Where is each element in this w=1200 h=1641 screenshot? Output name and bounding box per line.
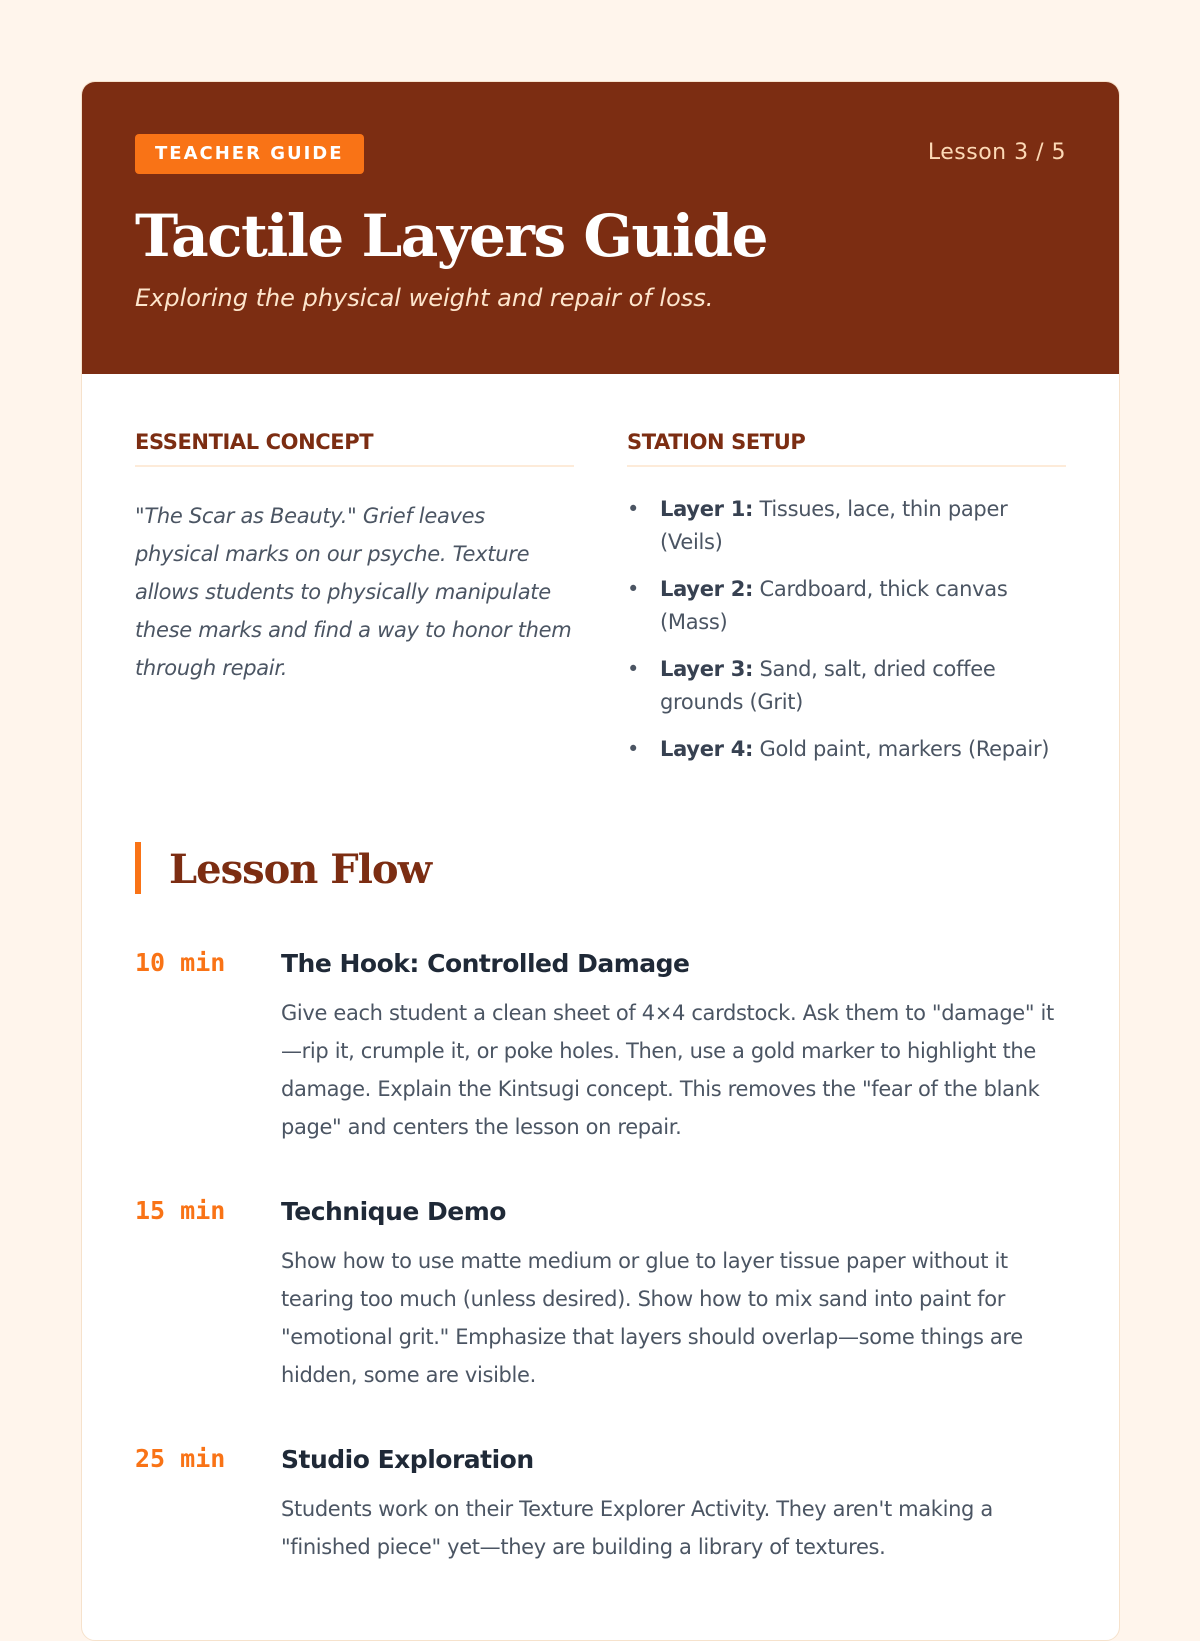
station-setup-section	[627, 430, 1066, 780]
flow-step	[135, 1194, 1066, 1394]
bullet-icon: •	[627, 657, 640, 681]
essential-concept-heading: ESSENTIAL CONCEPT	[135, 430, 574, 467]
lesson-flow-heading: Lesson Flow	[135, 842, 1066, 894]
essential-concept-section	[135, 430, 574, 780]
station-setup-list	[627, 493, 1066, 766]
page-title: Tactile Layers Guide	[135, 202, 768, 270]
page-subtitle: Exploring the physical weight and repair of loss.	[135, 284, 714, 312]
bullet-icon: •	[627, 577, 640, 601]
setup-item-label: Layer 2:	[660, 577, 754, 601]
setup-item-label: Layer 4:	[660, 737, 754, 761]
setup-item	[627, 653, 1066, 719]
bullet-icon: •	[627, 737, 640, 761]
step-description: Show how to use matte medium or glue to layer tissue paper without it tearing too much (unless desired). Show how to mix sand into paint for "emotional grit." Emphasize that layers should overlap—some things are hidden, some are visible.	[281, 1249, 1023, 1387]
step-duration: 15 min	[135, 1196, 226, 1225]
setup-item-text: Gold paint, markers (Repair)	[759, 737, 1050, 761]
bullet-icon: •	[627, 497, 640, 521]
flow-step	[135, 1442, 1066, 1566]
essential-concept-text: "The Scar as Beauty." Grief leaves physical marks on our psyche. Texture allows students to physically manipulate these marks and find a way to honor them through repair.	[135, 504, 572, 680]
station-setup-heading: STATION SETUP	[627, 430, 1066, 467]
setup-item-label: Layer 3:	[660, 657, 754, 681]
step-description: Give each student a clean sheet of 4×4 cardstock. Ask them to "damage" it—rip it, crumple it, or poke holes. Then, use a gold marker to highlight the damage. Explain the Kintsugi concept. This removes the "fear of the blank page" and centers the lesson on repair.	[281, 1001, 1054, 1139]
setup-item-text: Sand, salt, dried coffee grounds (Grit)	[660, 657, 996, 714]
step-content	[281, 1442, 1066, 1566]
setup-item-label: Layer 1:	[660, 497, 754, 521]
step-content	[281, 946, 1066, 1146]
step-description: Students work on their Texture Explorer Activity. They aren't making a "finished piece" yet—they are building a library of textures.	[281, 1497, 993, 1559]
flow-step	[135, 946, 1066, 1146]
setup-item-text: Tissues, lace, thin paper (Veils)	[660, 497, 1008, 554]
setup-item-text: Cardboard, thick canvas (Mass)	[660, 577, 1008, 634]
step-title: The Hook: Controlled Damage	[281, 949, 690, 978]
overview-columns	[135, 430, 1066, 780]
guide-card	[81, 81, 1120, 1641]
guide-header	[82, 82, 1119, 374]
teacher-guide-badge: TEACHER GUIDE	[135, 134, 364, 174]
setup-item	[627, 573, 1066, 639]
setup-item	[627, 493, 1066, 559]
lesson-position: Lesson 3 / 5	[927, 140, 1066, 165]
step-duration: 25 min	[135, 1444, 226, 1473]
setup-item	[627, 733, 1066, 766]
step-title: Technique Demo	[281, 1197, 506, 1226]
guide-body	[82, 374, 1119, 1566]
lesson-flow-list	[135, 946, 1066, 1566]
step-title: Studio Exploration	[281, 1445, 534, 1474]
step-content	[281, 1194, 1066, 1394]
step-duration: 10 min	[135, 948, 226, 977]
